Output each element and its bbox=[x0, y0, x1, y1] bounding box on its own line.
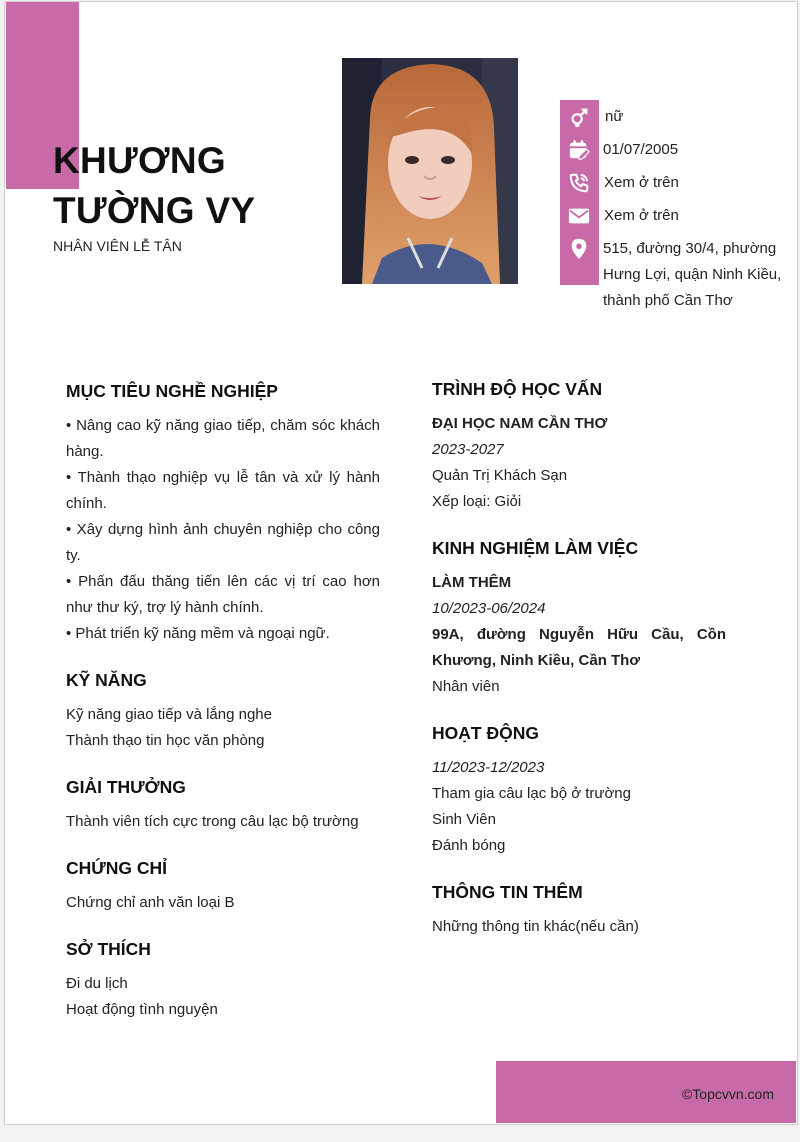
phone-icon bbox=[564, 168, 594, 198]
education-period: 2023-2027 bbox=[432, 441, 504, 458]
contact-address: 515, đường 30/4, phường Hưng Lợi, quận Ninh Kiều, thành phố Cần Thơ bbox=[603, 240, 782, 309]
right-column bbox=[432, 376, 726, 960]
job-title: NHÂN VIÊN LỄ TÂN bbox=[53, 238, 182, 254]
hobby-item: Đi du lịch bbox=[66, 975, 128, 992]
footer-block bbox=[496, 1061, 796, 1123]
education-major: Quản Trị Khách Sạn bbox=[432, 467, 568, 484]
objective-item: • Thành thạo nghiệp vụ lễ tân và xử lý hành chính. bbox=[66, 469, 380, 512]
skills-section bbox=[66, 667, 380, 754]
education-title: TRÌNH ĐỘ HỌC VẤN bbox=[432, 379, 603, 399]
skill-item: Kỹ năng giao tiếp và lắng nghe bbox=[66, 706, 272, 723]
education-section bbox=[432, 376, 726, 515]
objective-item: • Phấn đấu thăng tiến lên các vị trí cao hơn như thư ký, trợ lý hành chính. bbox=[66, 573, 380, 616]
experience-period: 10/2023-06/2024 bbox=[432, 600, 546, 617]
name-line-1: KHƯƠNG bbox=[53, 140, 226, 181]
contact-icon-bar bbox=[560, 100, 599, 285]
extra-title: THÔNG TIN THÊM bbox=[432, 882, 583, 902]
education-grade: Xếp loại: Giỏi bbox=[432, 493, 522, 510]
certificate-item: Chứng chỉ anh văn loại B bbox=[66, 894, 235, 911]
candidate-name bbox=[53, 136, 255, 236]
location-icon bbox=[564, 234, 594, 264]
experience-section bbox=[432, 535, 726, 700]
hobby-item: Hoạt động tình nguyện bbox=[66, 1001, 218, 1018]
company-name: LÀM THÊM bbox=[432, 574, 512, 591]
gender-icon bbox=[564, 102, 594, 132]
hobbies-title: SỞ THÍCH bbox=[66, 939, 151, 959]
skill-item: Thành thạo tin học văn phòng bbox=[66, 732, 265, 749]
contact-email: Xem ở trên bbox=[604, 207, 679, 224]
school-name: ĐẠI HỌC NAM CẦN THƠ bbox=[432, 415, 608, 432]
activities-title: HOẠT ĐỘNG bbox=[432, 723, 539, 743]
awards-section bbox=[66, 774, 380, 835]
activity-item: Tham gia câu lạc bộ ở trường bbox=[432, 785, 631, 802]
skills-title: KỸ NĂNG bbox=[66, 670, 147, 690]
objective-item: • Nâng cao kỹ năng giao tiếp, chăm sóc khách hàng. bbox=[66, 417, 380, 460]
activity-item: Đánh bóng bbox=[432, 837, 506, 854]
contact-gender: nữ bbox=[605, 108, 624, 125]
email-icon bbox=[564, 201, 594, 231]
activity-item: Sinh Viên bbox=[432, 811, 496, 828]
cv-page bbox=[4, 1, 798, 1125]
contact-phone: Xem ở trên bbox=[604, 174, 679, 191]
hobbies-section bbox=[66, 936, 380, 1023]
certificates-section bbox=[66, 855, 380, 916]
objective-title: MỤC TIÊU NGHỀ NGHIỆP bbox=[66, 381, 278, 401]
extra-section bbox=[432, 879, 726, 940]
company-address: 99A, đường Nguyễn Hữu Cầu, Cồn Khương, Ninh Kiều, Cần Thơ bbox=[432, 626, 726, 669]
activity-period: 11/2023-12/2023 bbox=[432, 759, 545, 776]
experience-title: KINH NGHIỆM LÀM VIỆC bbox=[432, 538, 639, 558]
objective-item: • Xây dựng hình ảnh chuyên nghiệp cho công ty. bbox=[66, 521, 380, 564]
name-line-2: TƯỜNG VY bbox=[53, 190, 256, 231]
left-column bbox=[66, 378, 380, 1043]
awards-title: GIẢI THƯỞNG bbox=[66, 777, 186, 797]
profile-photo bbox=[342, 58, 518, 284]
activities-section bbox=[432, 720, 726, 859]
calendar-icon bbox=[564, 135, 594, 165]
objective-item: • Phát triển kỹ năng mềm và ngoại ngữ. bbox=[66, 625, 330, 642]
objective-section bbox=[66, 378, 380, 647]
certificates-title: CHỨNG CHỈ bbox=[66, 858, 168, 878]
experience-position: Nhân viên bbox=[432, 678, 500, 695]
footer-credit: ©Topcvvn.com bbox=[681, 1086, 774, 1102]
contact-birthday: 01/07/2005 bbox=[603, 141, 679, 158]
award-item: Thành viên tích cực trong câu lạc bộ trường bbox=[66, 813, 359, 830]
extra-text: Những thông tin khác(nếu cần) bbox=[432, 918, 639, 935]
